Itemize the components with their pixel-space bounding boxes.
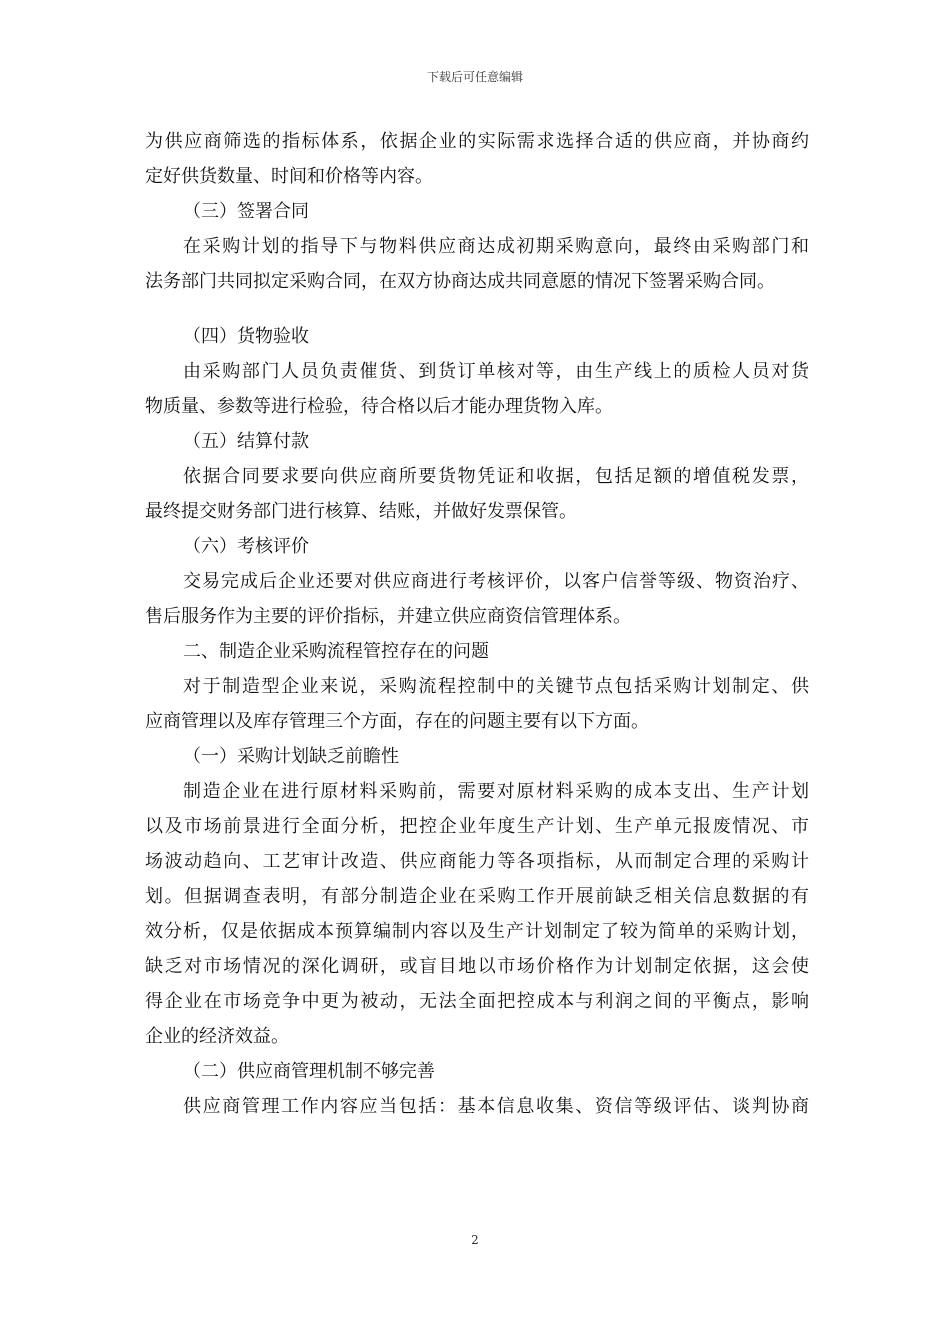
section-heading: （一）采购计划缺乏前瞻性	[183, 746, 399, 767]
section-heading: （四）货物验收	[183, 326, 309, 347]
page-number: 2	[471, 1233, 479, 1247]
paragraph-line: 法务部门共同拟定采购合同，在双方协商达成共同意愿的情况下签署采购合同。	[145, 271, 775, 292]
paragraph-line: 依据合同要求要向供应商所要货物凭证和收据，包括足额的增值税发票，	[183, 466, 809, 487]
paragraph-line: 对于制造型企业来说，采购流程控制中的关键节点包括采购计划制定、供	[183, 676, 809, 697]
section-heading: （三）签署合同	[183, 201, 309, 222]
paragraph-line: 划。但据调查表明，有部分制造企业在采购工作开展前缺乏相关信息数据的有	[145, 886, 809, 907]
paragraph-line: 物质量、参数等进行检验，待合格以后才能办理货物入库。	[145, 396, 613, 417]
chapter-heading: 二、制造企业采购流程管控存在的问题	[183, 641, 489, 662]
paragraph-line: 场波动趋向、工艺审计改造、供应商能力等各项指标，从而制定合理的采购计	[145, 851, 809, 872]
paragraph-line: 售后服务作为主要的评价指标，并建立供应商资信管理体系。	[145, 606, 631, 627]
section-heading: （六）考核评价	[183, 536, 309, 557]
paragraph-line: 得企业在市场竞争中更为被动，无法全面把控成本与利润之间的平衡点，影响	[145, 991, 809, 1012]
paragraph-line: 效分析，仅是依据成本预算编制内容以及生产计划制定了较为简单的采购计划，	[145, 921, 809, 942]
section-heading: （二）供应商管理机制不够完善	[183, 1061, 435, 1082]
paragraph-line: 交易完成后企业还要对供应商进行考核评价，以客户信誉等级、物资治疗、	[183, 571, 809, 592]
paragraph-line: 在采购计划的指导下与物料供应商达成初期采购意向，最终由采购部门和	[183, 236, 809, 257]
paragraph-line: 制造企业在进行原材料采购前，需要对原材料采购的成本支出、生产计划	[183, 781, 809, 802]
paragraph-line: 企业的经济效益。	[145, 1026, 289, 1047]
paragraph-line: 以及市场前景进行全面分析，把控企业年度生产计划、生产单元报废情况、市	[145, 816, 809, 837]
paragraph-line: 定好供货数量、时间和价格等内容。	[145, 166, 433, 187]
paragraph-line: 由采购部门人员负责催货、到货订单核对等，由生产线上的质检人员对货	[183, 361, 809, 382]
section-heading: （五）结算付款	[183, 431, 309, 452]
paragraph-line: 最终提交财务部门进行核算、结账，并做好发票保管。	[145, 501, 577, 522]
page-header: 下载后可任意编辑	[426, 70, 523, 84]
paragraph-line: 应商管理以及库存管理三个方面，存在的问题主要有以下方面。	[145, 711, 649, 732]
paragraph-line: 供应商管理工作内容应当包括：基本信息收集、资信等级评估、谈判协商	[183, 1096, 809, 1117]
paragraph-line: 为供应商筛选的指标体系，依据企业的实际需求选择合适的供应商，并协商约	[145, 131, 809, 152]
paragraph-line: 缺乏对市场情况的深化调研，或盲目地以市场价格作为计划制定依据，这会使	[145, 956, 809, 977]
body-text	[145, 124, 809, 1124]
paragraph-gap	[145, 299, 809, 319]
